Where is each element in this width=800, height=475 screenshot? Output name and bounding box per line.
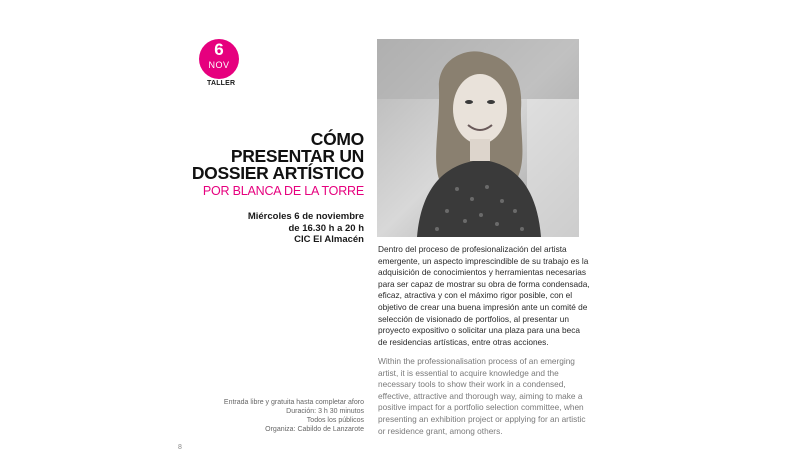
details-line: Duración: 3 h 30 minutos (286, 408, 364, 415)
details-line: Organiza: Cabildo de Lanzarote (265, 426, 364, 433)
event-schedule (248, 211, 364, 246)
description-spanish: Dentro del proceso de profesionalización del artista emergente, un aspecto imprescindible de su trabajo es la adquisición de conocimientos y herramientas necesarias para ser capaz de mostrar su obra de forma condensada, eficaz, atractiva y con el máximo rigor posible, con el objetivo de crear una buena impresión ante un comité de selección de visionado de portfolios, al presentar un proyecto expositivo o solicitar una plaza para una beca de residencias artísticas, entre otras acciones. (378, 244, 590, 347)
event-details (224, 398, 364, 434)
date-month: NOV (208, 60, 230, 70)
title-line: DOSSIER ARTÍSTICO (191, 163, 364, 183)
event-title (192, 131, 364, 182)
date-day: 6 (214, 40, 224, 59)
portrait-photo (377, 39, 579, 237)
category-label: TALLER (207, 80, 236, 87)
title-line: PRESENTAR UN (230, 146, 364, 166)
description-english: Within the professionalisation process of an emerging artist, it is essential to acquire knowledge and the necessary tools to show their work in a condensed, effective, attractive and thorough way, aiming to make a positive impact for a portfolio selection committee, when presenting an exhibition project or applying for an artistic or residence grant, among others. (378, 356, 586, 436)
details-line: Entrada libre y gratuita hasta completar aforo (223, 399, 364, 406)
byline: POR BLANCA DE LA TORRE (202, 184, 364, 198)
schedule-line: de 16.30 h a 20 h (288, 222, 364, 234)
schedule-line: CIC El Almacén (294, 234, 364, 245)
details-line: Todos los públicos (306, 417, 364, 424)
date-badge (199, 39, 239, 79)
portrait-illustration (377, 39, 579, 237)
page-number: 8 (178, 444, 182, 451)
schedule-line: Miércoles 6 de noviembre (247, 211, 364, 222)
title-line: CÓMO (310, 129, 364, 149)
